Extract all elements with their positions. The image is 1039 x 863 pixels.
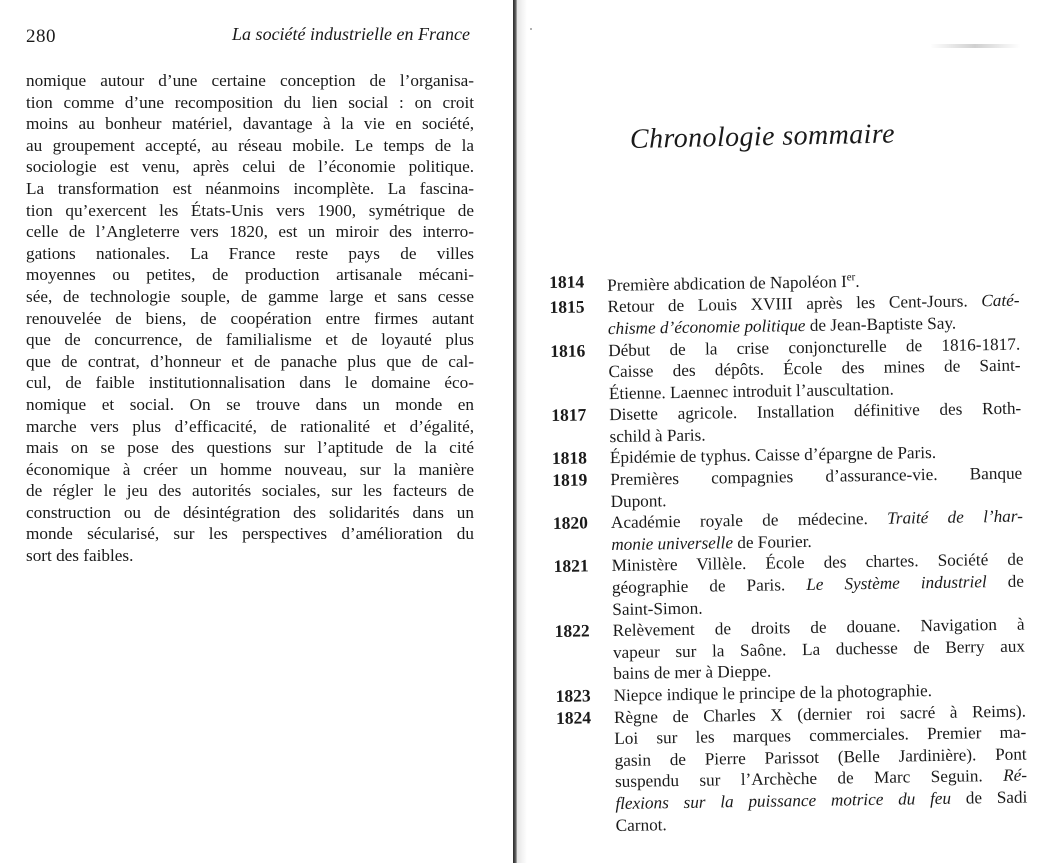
italic-title: Le Système industriel: [806, 572, 987, 595]
italic-title: flexions sur la puissance motrice du feu: [615, 788, 952, 814]
entry-text: [614, 700, 1028, 836]
text-run: Dupont.: [610, 490, 667, 511]
text-run: Niepce indique le principe de la photographie.: [613, 681, 933, 706]
text-run: Retour de Louis XVIII après les Cent-Jours.: [607, 291, 982, 317]
chronology-entry: [556, 700, 1028, 837]
body-line: tion qu’exercent les États-Unis vers 1900, symétrique de: [26, 200, 474, 220]
italic-title: chisme d’économie politique: [607, 315, 806, 339]
entry-year: 1816: [550, 339, 586, 361]
body-line: construction ou de désintégration des solidarités dans un: [26, 502, 474, 522]
text-run: Carnot.: [615, 814, 667, 835]
chronology-entry: [554, 614, 1025, 686]
text-run: de Jean-Baptiste Say.: [805, 313, 957, 335]
entry-year: 1820: [552, 512, 589, 534]
body-line: tion comme d’une recomposition du lien social : on croit: [26, 92, 474, 112]
right-page: [527, 0, 1039, 863]
text-run: Premières compagnies d’assurance-vie. Banque: [610, 463, 1023, 490]
text-run: Épidémie de typhus. Caisse d’épargne de Paris.: [609, 443, 937, 468]
text-run: bains de mer à Dieppe.: [613, 661, 772, 684]
text-run: Règne de Charles X (dernier roi sacré à Reims).: [613, 701, 1027, 727]
body-line: gations nationales. La France reste pays de villes: [26, 243, 474, 263]
body-line: cul, de faible institutionnalisation dans le domaine éco-: [26, 373, 474, 393]
entry-text: [607, 290, 1020, 340]
text-run: Académie royale de médecine.: [610, 508, 888, 533]
body-line: sée, de technologie souple, de gamme large et sans cesse: [26, 286, 474, 306]
body-line: La transformation est néanmoins incomplète. La fascina-: [26, 178, 474, 198]
body-line: celle de l’Angleterre vers 1820, est un miroir des interro-: [26, 222, 474, 242]
text-run: Étienne. Laennec introduit l’auscultation.: [608, 379, 894, 403]
body-line: que de contrat, d’honneur et de panache plus que de cal-: [26, 351, 474, 371]
italic-title: monie universelle: [611, 533, 734, 554]
chronology-entry: [549, 290, 1020, 341]
text-run: de Sadi: [950, 787, 1028, 808]
text-run: Caisse des dépôts. École des mines de Saint-: [608, 355, 1021, 382]
chronology-entry: [551, 398, 1022, 449]
text-run: géographie de Paris.: [611, 575, 807, 598]
text-run: Saint-Simon.: [612, 598, 703, 619]
body-line: au groupement accepté, au réseau mobile. Le temps de la: [26, 135, 474, 155]
gutter-shadow: [517, 0, 527, 863]
entry-text: [611, 506, 1024, 556]
entry-text: [612, 614, 1025, 685]
body-line: économique à créer un homme nouveau, sur la manière: [26, 459, 474, 479]
entry-year: 1818: [551, 447, 588, 469]
text-run: de: [986, 571, 1025, 592]
text-run: de Fourier.: [732, 531, 812, 553]
body-line: mais on se pose des questions sur l’aptitude de la cité: [26, 438, 474, 458]
text-run: Loi sur les marques commerciales. Premier ma-: [614, 722, 1027, 749]
entry-text: [610, 463, 1023, 513]
body-paragraph: [26, 70, 474, 567]
left-page: [0, 0, 512, 863]
text-run: Début de la crise conjoncturelle de 1816-1817.: [608, 334, 1021, 360]
italic-title: Traité de l’har-: [887, 506, 1024, 528]
body-line: sociologie est venu, après celui de l’économie politique.: [26, 157, 474, 177]
body-line: monde sécularisé, sur les perspectives d’amélioration du: [26, 524, 474, 544]
scan-smudge: [930, 44, 1020, 48]
text-run: .: [855, 271, 860, 291]
body-line: que de concurrence, de familialisme et de loyauté plus: [26, 330, 474, 350]
text-run: schild à Paris.: [609, 425, 706, 446]
scan-speck: [530, 28, 532, 30]
body-line: de régler le jeu des autorités sociales, sur les facteurs de: [26, 481, 474, 501]
text-run: er: [846, 271, 856, 284]
italic-title: Caté-: [981, 290, 1020, 311]
entry-year: 1815: [549, 296, 585, 318]
entry-text: [611, 549, 1024, 620]
entry-year: 1824: [555, 707, 592, 728]
entry-year: 1819: [552, 469, 588, 491]
entry-text: [609, 398, 1022, 448]
body-line: sort des faibles.: [26, 546, 134, 566]
text-run: vapeur sur la Saône. La duchesse de Berry aux: [612, 636, 1026, 662]
body-line: renouvelée de biens, de coopération entre firmes autant: [26, 308, 474, 328]
body-line: nomique autour d’une certaine conception de l’organisa-: [26, 71, 474, 90]
text-run: Première abdication de Napoléon I: [607, 272, 847, 295]
chronology-entry: [553, 549, 1024, 621]
running-head: La société industrielle en France: [232, 24, 470, 44]
entry-text: [608, 333, 1021, 404]
chronology-title: Chronologie sommaire: [629, 118, 896, 155]
text-run: Relèvement de droits de douane. Navigation à: [612, 614, 1025, 641]
body-line: moins au bonheur matériel, davantage à la vie en société,: [26, 114, 474, 134]
entry-year: 1821: [553, 555, 589, 577]
text-run: Disette agricole. Installation définitive des Roth-: [609, 398, 1022, 425]
text-run: gasin de Pierre Parissot (Belle Jardinière). Pont: [614, 744, 1027, 770]
page-number: 280: [26, 26, 56, 47]
body-line: moyennes ou petites, de production artisanale mécani-: [26, 265, 474, 285]
entry-year: 1822: [554, 620, 590, 642]
chronology-list: [549, 265, 1028, 837]
text-run: suspendu sur l’Archèche de Marc Seguin.: [614, 766, 1004, 792]
entry-year: 1814: [549, 271, 585, 292]
body-line: nomique et social. On se trouve dans un monde en: [26, 394, 474, 414]
chronology-entry: [550, 333, 1021, 405]
entry-year: 1817: [551, 404, 587, 426]
chronology-entry: [553, 506, 1024, 557]
text-run: Ministère Villèle. École des chartes. Société de: [611, 550, 1024, 576]
italic-title: Ré-: [1002, 765, 1028, 786]
chronology-entry: [552, 463, 1023, 514]
entry-year: 1823: [555, 685, 591, 706]
body-line: marche vers plus d’efficacité, de rationalité et d’égalité,: [26, 416, 474, 436]
